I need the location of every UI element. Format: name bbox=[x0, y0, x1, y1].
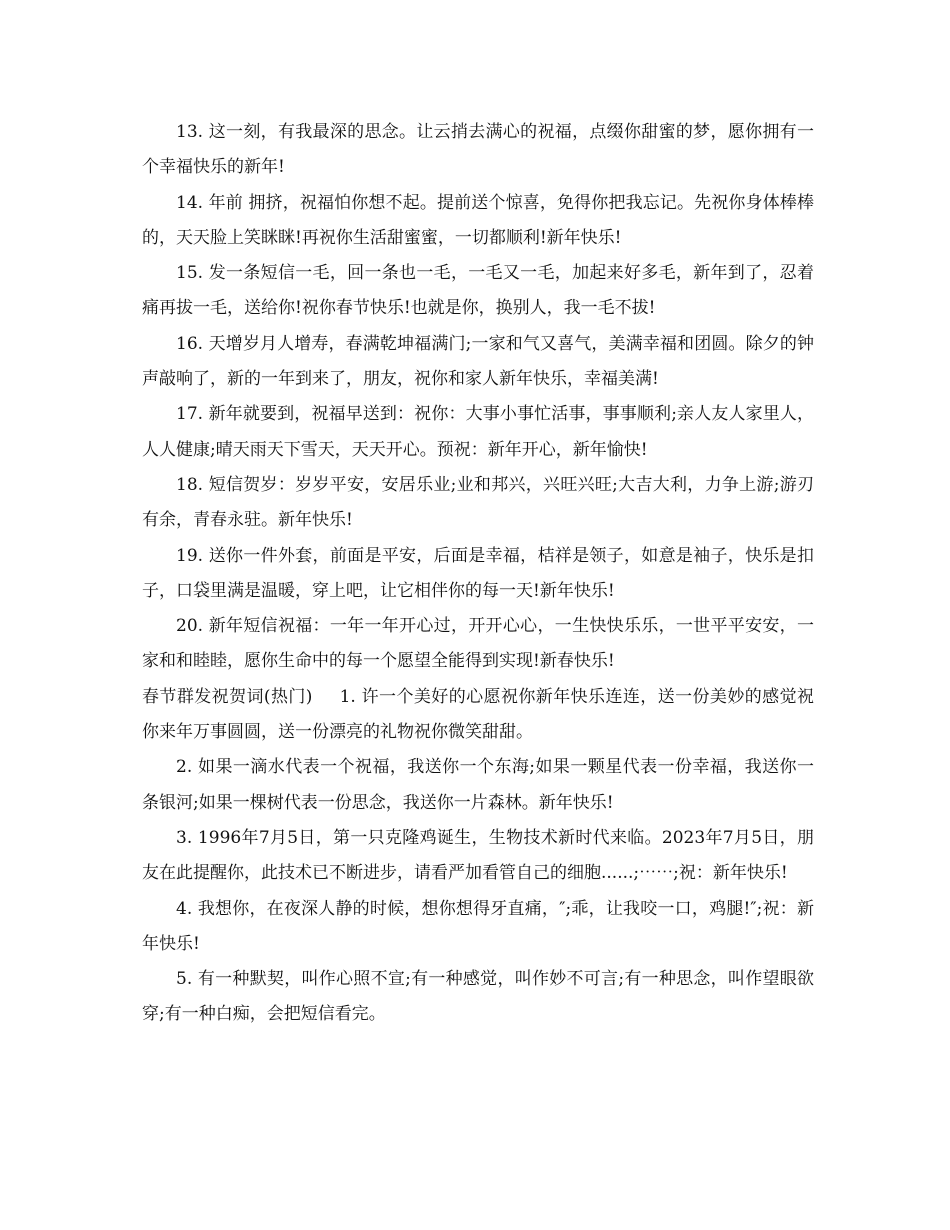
section-heading-paragraph bbox=[142, 680, 814, 751]
section-heading: 春节群发祝贺词(热门) bbox=[142, 686, 313, 707]
paragraph-19: 19. 送你一件外套，前面是平安，后面是幸福，桔祥是领子，如意是袖子，快乐是扣子，口袋里满是温暖，穿上吧，让它相伴你的每一天!新年快乐! bbox=[142, 545, 814, 601]
section-item-2: 2. 如果一滴水代表一个祝福，我送你一个东海;如果一颗星代表一份幸福，我送你一条银河;如果一棵树代表一份思念，我送你一片森林。新年快乐! bbox=[142, 757, 814, 813]
paragraph-20: 20. 新年短信祝福：一年一年开心过，开开心心，一生快快乐乐，一世平平安安，一家和和睦睦，愿你生命中的每一个愿望全能得到实现!新春快乐! bbox=[142, 616, 814, 672]
paragraph-15: 15. 发一条短信一毛，回一条也一毛，一毛又一毛，加起来好多毛，新年到了，忍着痛再拔一毛，送给你!祝你春节快乐!也就是你，换别人，我一毛不拔! bbox=[142, 263, 814, 319]
paragraph-14: 14. 年前 拥挤，祝福怕你想不起。提前送个惊喜，免得你把我忘记。先祝你身体棒棒的，天天脸上笑眯眯!再祝你生活甜蜜蜜，一切都顺利!新年快乐! bbox=[142, 192, 814, 248]
paragraph-17: 17. 新年就要到，祝福早送到：祝你：大事小事忙活事，事事顺利;亲人友人家里人，人人健康;晴天雨天下雪天，天天开心。预祝：新年开心，新年愉快! bbox=[142, 404, 814, 460]
document-page bbox=[142, 115, 814, 1033]
paragraph-18: 18. 短信贺岁：岁岁平安，安居乐业;业和邦兴，兴旺兴旺;大吉大利，力争上游;游刃有余，青春永驻。新年快乐! bbox=[142, 474, 814, 531]
section-item-3: 3. 1996年7月5日，第一只克隆鸡诞生，生物技术新时代来临。2023年7月5日，朋友在此提醒你，此技术已不断进步，请看严加看管自己的细胞......;⋯⋯;祝：新年快乐! bbox=[142, 827, 814, 884]
section-item-4: 4. 我想你，在夜深人静的时候，想你想得牙直痛，″;乖，让我咬一口，鸡腿!″;祝：新年快乐! bbox=[142, 898, 814, 954]
section-item-1: 1. 许一个美好的心愿祝你新年快乐连连，送一份美妙的感觉祝你来年万事圆圆，送一份漂亮的礼物祝你微笑甜甜。 bbox=[142, 686, 815, 743]
paragraph-13: 13. 这一刻，有我最深的思念。让云捎去满心的祝福，点缀你甜蜜的梦，愿你拥有一个幸福快乐的新年! bbox=[142, 122, 814, 178]
paragraph-16: 16. 天增岁月人增寿，春满乾坤福满门;一家和气又喜气，美满幸福和团圆。除夕的钟声敲响了，新的一年到来了，朋友，祝你和家人新年快乐，幸福美满! bbox=[142, 333, 814, 390]
section-item-5: 5. 有一种默契，叫作心照不宣;有一种感觉，叫作妙不可言;有一种思念，叫作望眼欲穿;有一种白痴，会把短信看完。 bbox=[142, 969, 814, 1025]
